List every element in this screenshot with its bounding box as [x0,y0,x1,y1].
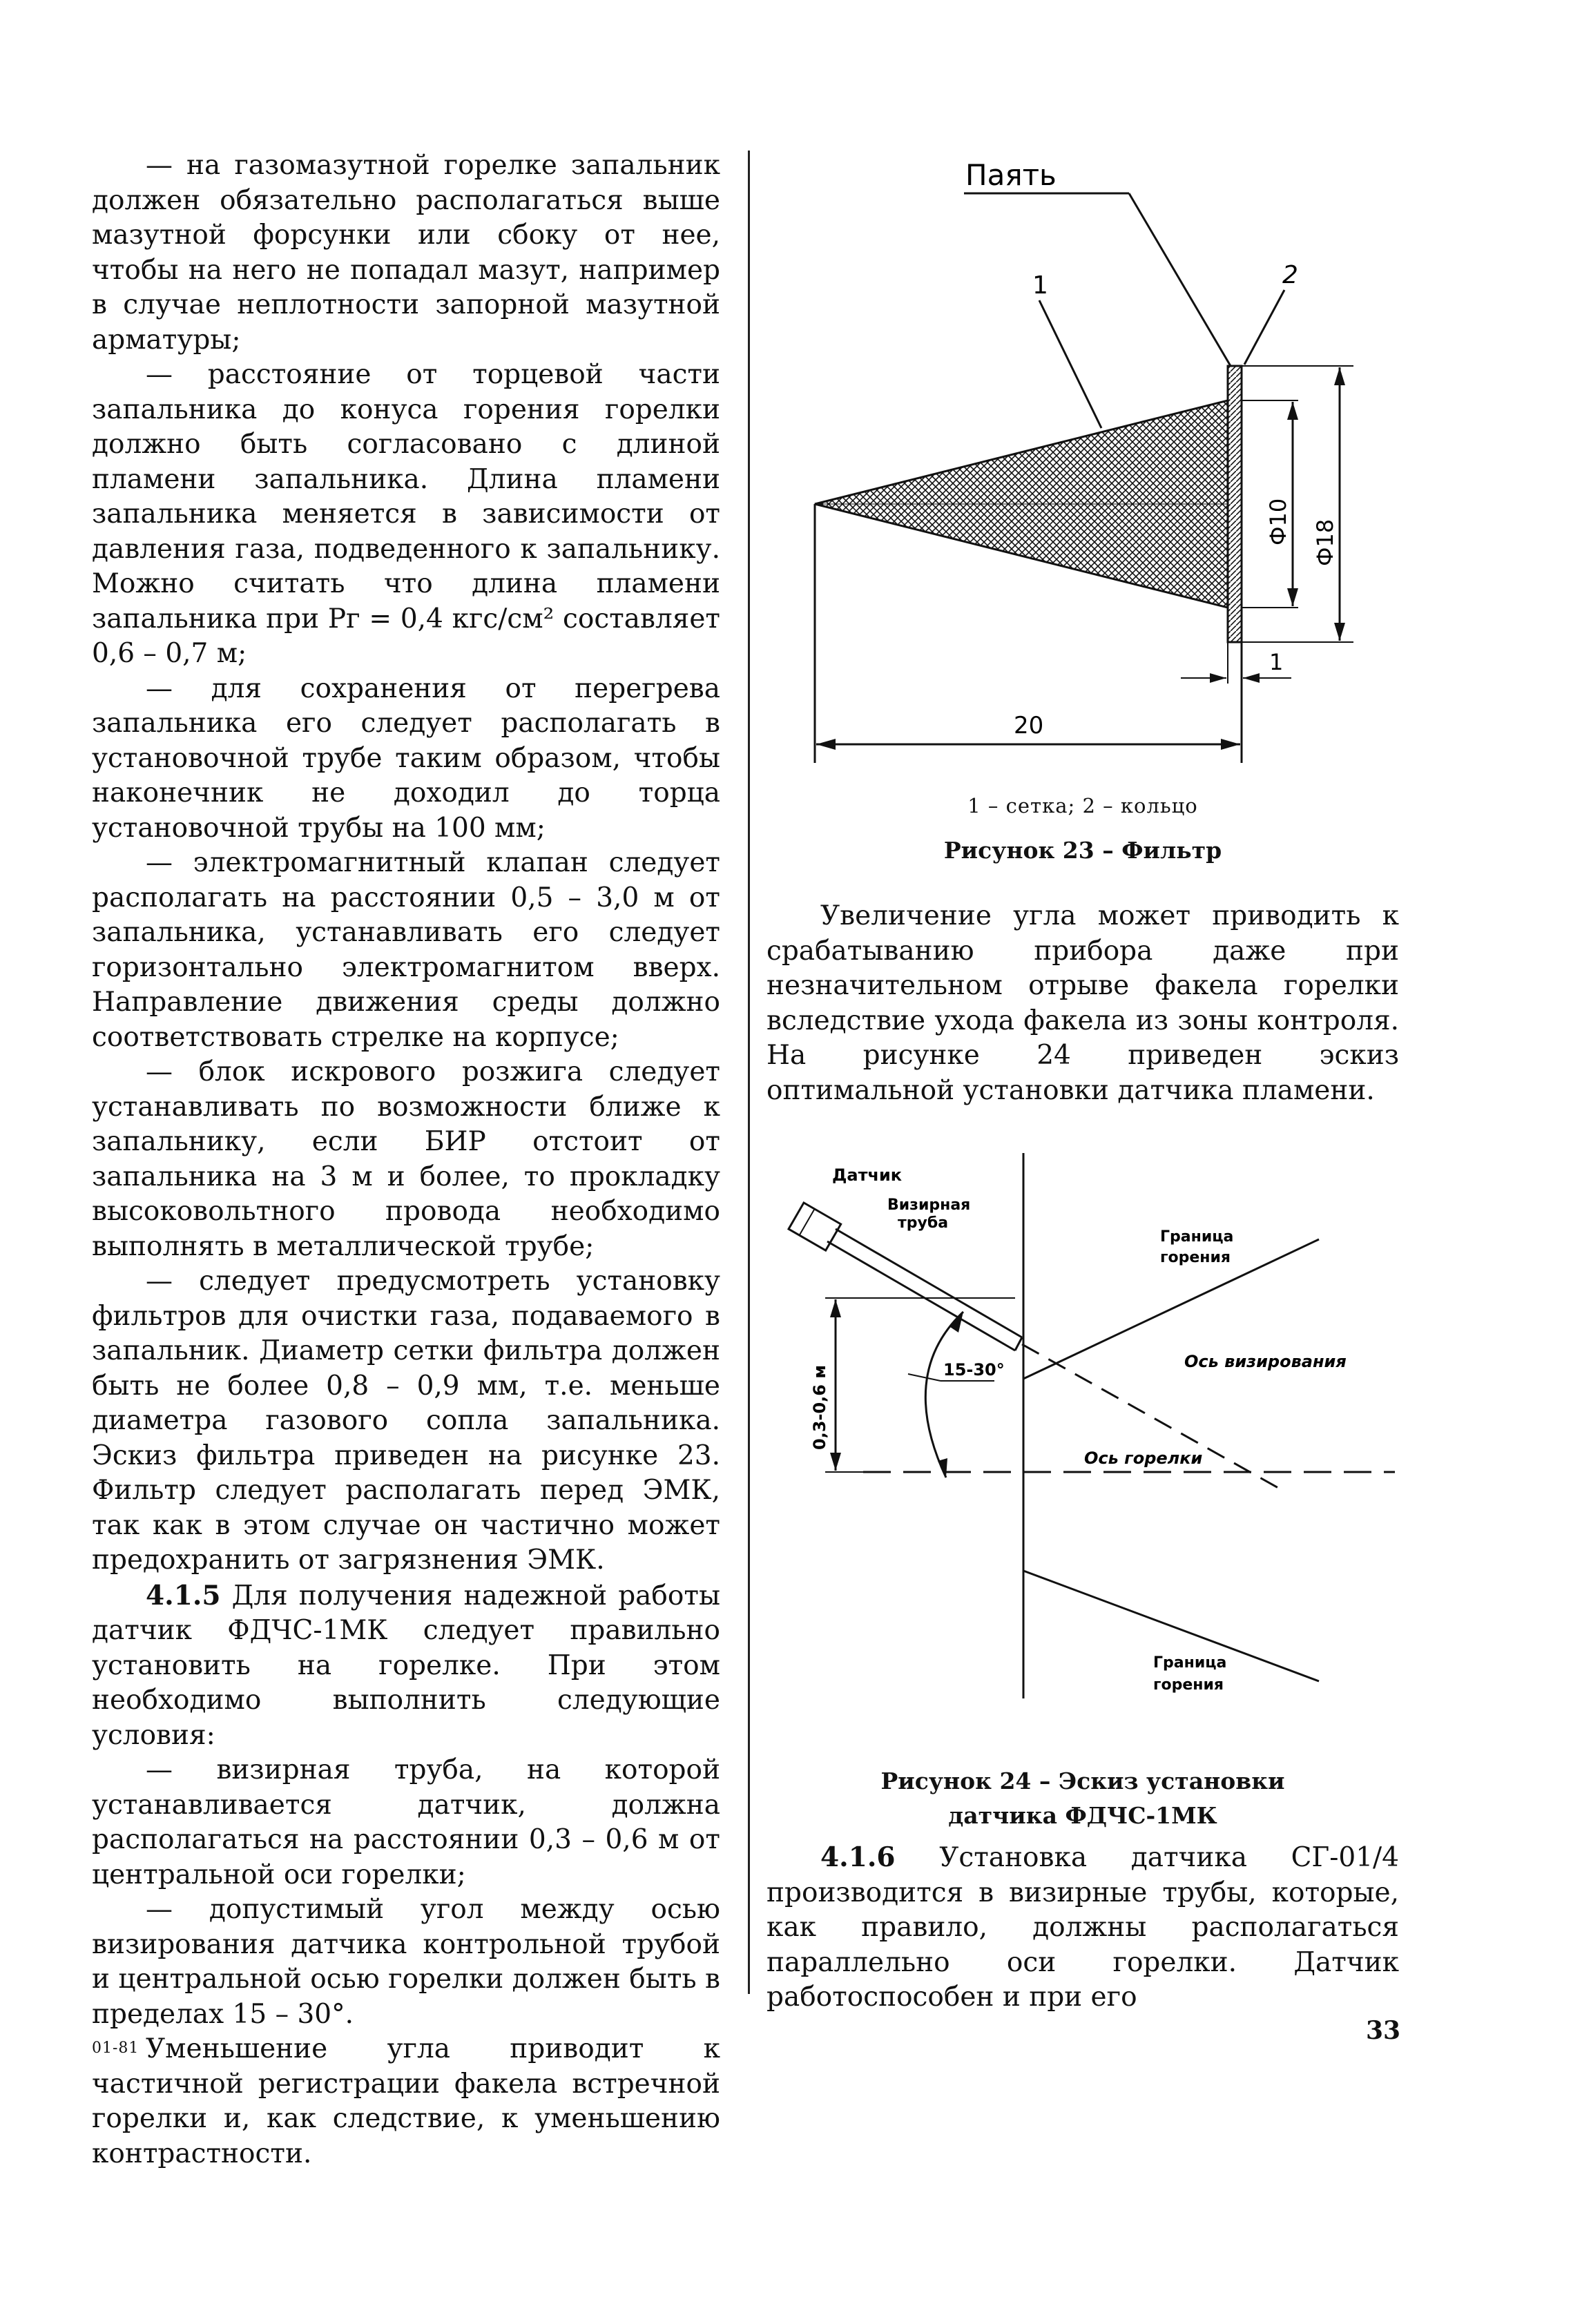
section-text: Установка датчика СГ-01/4 производится в визирные трубы, которые, как правило, должны располагаться параллельно оси горелки. Датчик работоспособен и при его [766,1842,1399,2013]
condition-item: Уменьшение угла приводит к частичной регистрации факела встречной горелки и, как следствие, к уменьшению контрастности. [92,2033,720,2169]
label-mesh-number: 1 [1032,271,1048,300]
section-number: 4.1.5 [146,1579,221,1611]
paragraph: — расстояние от торцевой части запальника до конуса горения горелки должно быть согласовано с длиной пламени запальника. Длина пламени запальника меняется в зависимости от давления газа, подведенного к запальнику. Можно считать что длина пламени запальника при Pг = 0,4 кгс/см² составляет 0,6 – 0,7 м; [92,359,720,669]
angle-arc [925,1312,963,1478]
paragraph: — электромагнитный клапан следует располагать на расстоянии 0,5 – 3,0 м от запальника, устанавливать его следует горизонтально электромагнитом вверх. Направление движения среды должно соответствовать стрелке на корпусе; [92,847,720,1053]
section-number: 4.1.6 [820,1841,896,1873]
print-code: 01-81 [92,2040,139,2057]
label-boundary-bottom-line1: Граница [1153,1654,1227,1672]
dim-diameter-10: Ф10 [1265,498,1291,545]
label-sight-axis: Ось визирования [1184,1352,1347,1371]
figure-23-filter-diagram [794,145,1416,766]
label-ring-number: 2 [1282,261,1298,289]
figure-23-legend: 1 – сетка; 2 – кольцо [967,794,1198,817]
sight-tube-top [836,1229,1022,1337]
dim-length-20: 20 [1014,712,1044,739]
paragraph: — для сохранения от перегрева запальника его следует располагать в установочной трубе таким образом, чтобы наконечник не доходил до торца установочной трубы на 100 мм; [92,672,720,844]
label-distance: 0,3-0,6 м [810,1365,829,1450]
figure-23-caption: Рисунок 23 – Фильтр [943,837,1222,864]
section-text: Для получения надежной работы датчик ФДЧС-1МК следует правильно установить на горелке. При этом необходимо выполнить следующие условия: [92,1580,720,1751]
label-boundary-top-line1: Граница [1160,1228,1234,1246]
condition-item: — визирная труба, на которой устанавливается датчик, должна располагаться на расстоянии 0,3 – 0,6 м от центральной оси горелки; [92,1754,720,1890]
dim-diameter-18: Ф18 [1312,519,1338,566]
section-4-1-5 [92,1578,720,1754]
right-column-paragraph [766,899,1399,1108]
paragraph: Увеличение угла может приводить к срабатыванию прибора даже при незначительном отрыве факела горелки вследствие ухода факела из зоны контроля. На рисунке 24 приведен эскиз оптимальной установки датчика пламени. [766,900,1399,1106]
label-boundary-bottom-line2: горения [1153,1676,1224,1694]
label-angle: 15-30° [943,1360,1005,1379]
paragraph: — на газомазутной горелке запальник должен обязательно располагаться выше мазутной форсунки или сбоку от нее, чтобы на него не попадал мазут, например в случае неплотности запорной мазутной арматуры; [92,150,720,356]
figure-24-caption-line1: Рисунок 24 – Эскиз установки [880,1768,1285,1794]
figure-24-caption [772,1764,1394,1833]
right-column-section-4-1-6 [766,1840,1399,2015]
label-sensor: Датчик [832,1165,903,1185]
paragraph: — блок искрового розжига следует устанавливать по возможности ближе к запальнику, если БИР отстоит от запальника на 3 м и более, то прокладку высоковольтного провода необходимо выполнять в металлической трубе; [92,1056,720,1262]
sight-tube-bottom [827,1241,1015,1350]
paragraph: — следует предусмотреть установку фильтров для очистки газа, подаваемого в запальник. Диаметр сетки фильтра должен быть не более 0,8 – 0,9 мм, т.е. меньше диаметра газового сопла запальника. Эскиз фильтра приведен на рисунке 23. Фильтр следует располагать перед ЭМК, так как в этом случае он частично может предохранить от загрязнения ЭМК. [92,1266,720,1576]
label-solder: Паять [965,158,1057,192]
ring [1228,366,1242,642]
section-4-1-6 [766,1840,1399,2015]
figure-24-caption-line2: датчика ФДЧС-1МК [948,1802,1217,1829]
left-column [92,148,720,2171]
sensor [789,1203,841,1250]
page-number: 33 [1366,2016,1401,2045]
label-boundary-top-line2: горения [1160,1249,1231,1266]
label-burner-axis: Ось горелки [1084,1449,1203,1468]
figure-24-sensor-installation-sketch [787,1146,1409,1712]
condition-item: — допустимый угол между осью визирования датчика контрольной трубой и центральной осью горелки должен быть в пределах 15 – 30°. [92,1894,720,2030]
dim-ring-thickness: 1 [1269,649,1284,675]
label-sight-tube-line2: труба [898,1214,949,1232]
label-sight-tube-line1: Визирная [887,1197,971,1214]
column-divider [748,151,750,1994]
